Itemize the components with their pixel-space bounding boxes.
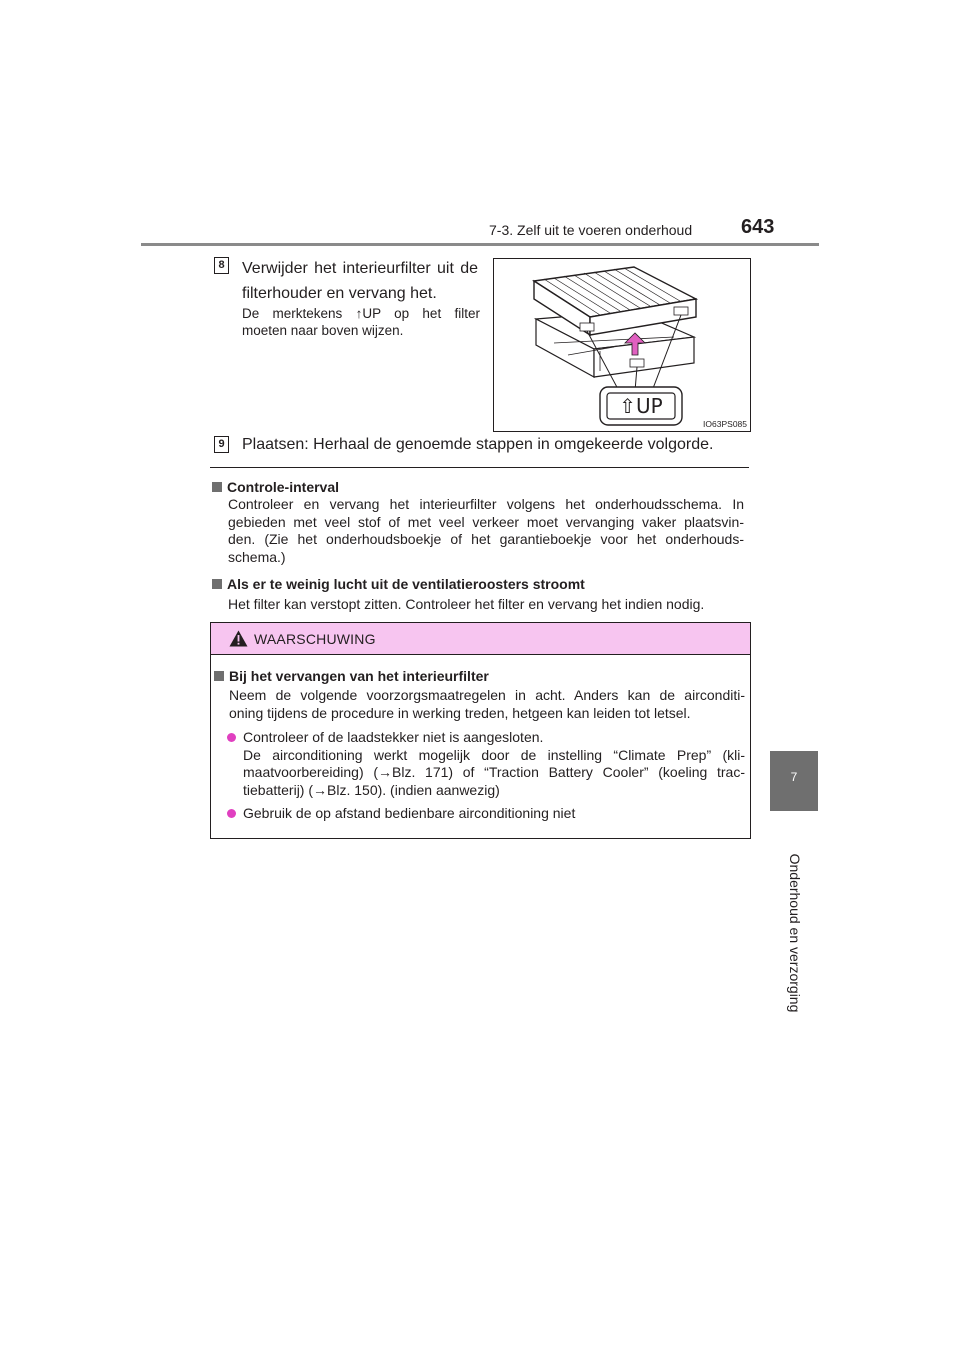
section-line: schema.) [228, 548, 286, 565]
section-heading [212, 576, 585, 592]
section-line: Het filter kan verstopt zitten. Controleer het filter en vervang het indien nodig. [228, 596, 705, 612]
section-line: Controleer en vervang het interieurfilter volgens het onderhoudsschema. In [228, 496, 744, 512]
up-label: ⇧UP [619, 394, 663, 418]
step-8-text: Verwijder het interieurfilter uit de filterhouder en vervang het. [242, 260, 478, 302]
warning-bullet [227, 729, 745, 799]
chapter-number: 7 [790, 770, 798, 784]
warning-box [210, 622, 751, 839]
warning-triangle-icon [229, 630, 248, 647]
step-9-badge: 9 [214, 436, 229, 453]
section-title: 7-3. Zelf uit te voeren onderhoud [489, 222, 693, 238]
bullet-line: tiebatterij) (→Blz. 150). (indien aanwezig) [243, 781, 500, 798]
warning-bullet [227, 805, 745, 823]
warning-line: oning tijdens de procedure in werking treden, hetgeen kan leiden tot letsel. [229, 704, 691, 721]
step-8-badge: 8 [214, 257, 229, 274]
figure-code: IO63PS085 [703, 419, 747, 429]
step-8-note-rest: UP op het filter moeten naar boven wijzen. [242, 306, 480, 338]
square-bullet-icon [212, 579, 222, 589]
warning-heading [214, 668, 489, 684]
filter-figure [493, 258, 751, 432]
section-line: den. (Zie het onderhoudsboekje of het garantieboekje voor het onderhouds- [228, 531, 744, 547]
bullet-line: De airconditioning werkt mogelijk door de instelling “Climate Prep” (kli- [243, 746, 745, 763]
step-8-note-prefix: De merktekens [242, 306, 356, 321]
chapter-title: Onderhoud en verzorging [787, 853, 803, 1013]
warning-header [211, 623, 750, 655]
step-9-text: Plaatsen: Herhaal de genoemde stappen in omgekeerde volgorde. [242, 436, 714, 453]
square-bullet-icon [212, 482, 222, 492]
bullet-dot-icon [227, 809, 236, 818]
cabin-filter-illustration [494, 259, 750, 431]
warning-body [229, 687, 745, 722]
page-number: 643 [741, 216, 775, 238]
header-rule [141, 243, 819, 246]
warning-heading-text: Bij het vervangen van het interieurfilter [229, 668, 489, 684]
bullet-line: Controleer of de laadstekker niet is aangesloten. [243, 729, 544, 745]
up-arrow-icon: ↑ [355, 306, 363, 321]
warning-line: Neem de volgende voorzorgsmaatregelen in acht. Anders kan de airconditi- [229, 687, 745, 703]
section-line: gebieden met veel stof of met veel verkeer moet vervanging vaker plaatsvin- [228, 513, 744, 530]
warning-title: WAARSCHUWING [254, 631, 376, 647]
bullet-line: maatvoorbereiding) (→Blz. 171) of “Traction Battery Cooler” (koeling trac- [243, 764, 745, 780]
section-heading-text: Controle-interval [227, 479, 340, 495]
bullet-line: Gebruik de op afstand bedienbare airconditioning niet [243, 805, 576, 821]
section-body [228, 596, 748, 614]
chapter-tab [770, 751, 818, 811]
square-bullet-icon [214, 671, 224, 681]
section-body [228, 496, 744, 566]
bullet-dot-icon [227, 733, 236, 742]
section-heading-text: Als er te weinig lucht uit de ventilatieroosters stroomt [227, 576, 585, 592]
step-8-note [242, 305, 480, 339]
section-divider [210, 467, 749, 468]
section-heading [212, 479, 339, 495]
